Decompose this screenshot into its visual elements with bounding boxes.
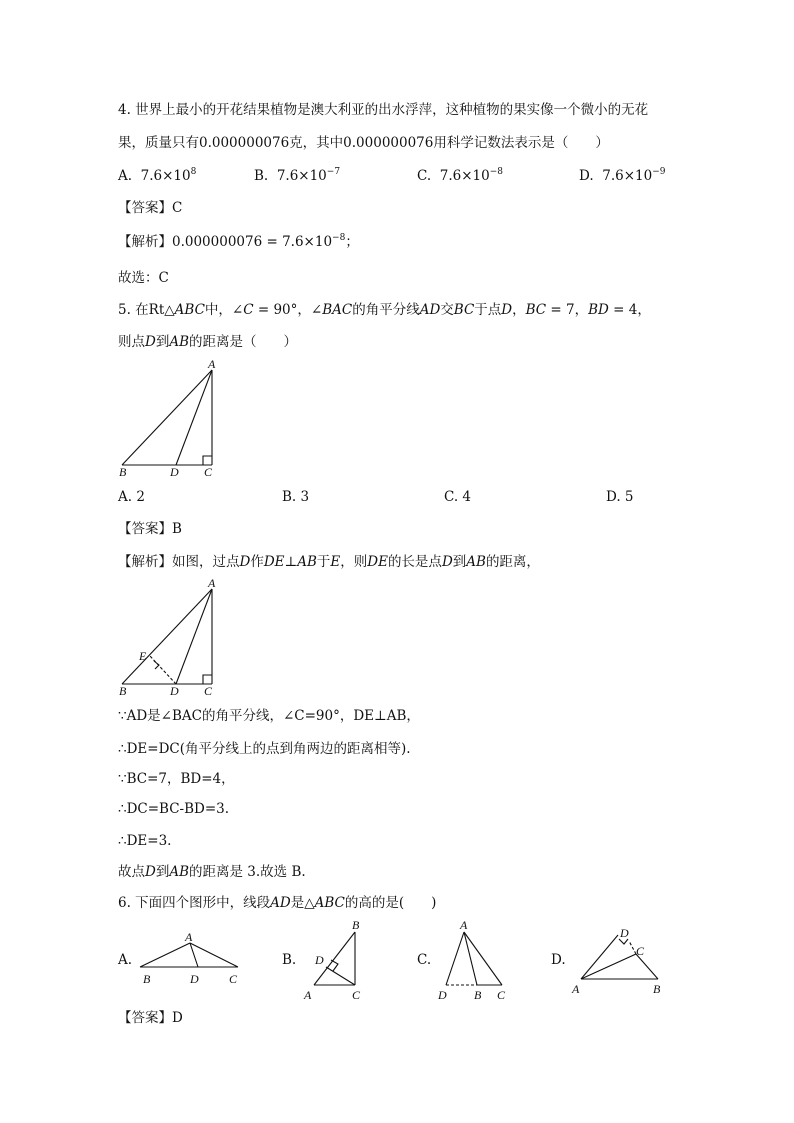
- q5-stem-line2: 则点D到AB的距离是（ ）: [118, 334, 297, 350]
- q4-stem-line2: 果，质量只有0.000000076克，其中0.000000076用科学记数法表示是（ ）: [118, 135, 609, 151]
- q4-option-c: C. $7.6\times 10^{-8}$: [417, 167, 503, 184]
- q6-fig-d-label-a: A: [572, 982, 580, 996]
- q6-figure-c: [446, 932, 502, 985]
- q4-analysis: 【解析】$0.000000076 = 7.6\times 10^{-8}$；: [118, 233, 359, 250]
- q5-fig2-label-a: A: [208, 576, 216, 590]
- q5-answer: 【答案】B: [118, 521, 182, 537]
- q5-step-5: ∴DE=3.: [118, 833, 172, 849]
- q6-answer: 【答案】D: [118, 1010, 183, 1026]
- q6-option-b-letter: B.: [282, 952, 297, 968]
- q5-conclusion: 故点D到AB的距离是 3.故选 B.: [118, 864, 306, 880]
- q6-option-a-letter: A.: [118, 952, 133, 968]
- q5-fig1-label-a: A: [208, 357, 216, 371]
- q6-figure-a: [140, 943, 238, 967]
- q5-step-3: ∵BC=7，BD=4，: [118, 771, 235, 787]
- q4-option-d: D. $7.6\times 10^{-9}$: [579, 167, 666, 184]
- q5-step-1: ∵AD是∠BAC的角平分线，∠C=90°，DE⊥AB，: [118, 708, 420, 724]
- q6-fig-c-label-b: B: [474, 988, 482, 1002]
- q6-fig-a-label-c: C: [229, 972, 238, 986]
- q5-fig2-label-b: B: [119, 684, 127, 698]
- q6-fig-a-label-a: A: [185, 930, 193, 944]
- q5-option-b: B. 3: [282, 489, 310, 505]
- q6-fig-b-label-d: D: [315, 953, 324, 967]
- q4-stem-line1: 4. 世界上最小的开花结果植物是澳大利亚的出水浮萍，这种植物的果实像一个微小的无花: [118, 102, 649, 118]
- q6-option-c-letter: C.: [417, 952, 432, 968]
- q4-option-a: A. $7.6\times 10^8$: [118, 167, 197, 184]
- q6-fig-c-label-d: D: [438, 988, 447, 1002]
- q6-stem: 6. 下面四个图形中，线段AD是△ABC的高的是( ): [118, 895, 437, 911]
- q5-fig2-label-d: D: [170, 684, 179, 698]
- q5-fig1-label-d: D: [170, 465, 179, 479]
- q6-fig-c-label-c: C: [497, 988, 506, 1002]
- q4-option-b: B. $7.6\times 10^{-7}$: [254, 167, 341, 184]
- q5-option-d: D. 5: [606, 489, 634, 505]
- q5-stem-line1: 5. 在Rt△ABC中，∠C = 90°，∠BAC的角平分线AD交BC于点D，BC = 7，BD = 4，: [118, 302, 651, 318]
- q6-fig-a-label-b: B: [143, 972, 151, 986]
- q5-option-c: C. 4: [444, 489, 472, 505]
- q5-analysis: 【解析】如图，过点D作DE⊥AB于E，则DE的长是点D到AB的距离，: [118, 554, 540, 570]
- q5-fig1-label-c: C: [204, 465, 213, 479]
- q6-figure-d: [581, 935, 658, 979]
- q6-fig-a-label-d: D: [190, 972, 199, 986]
- q5-fig1-label-b: B: [119, 465, 127, 479]
- q5-fig2-label-c: C: [204, 684, 213, 698]
- q5-step-2: ∴DE=DC(角平分线上的点到角两边的距离相等).: [118, 741, 411, 757]
- q6-fig-b-label-b: B: [352, 918, 360, 932]
- q5-step-4: ∴DC=BC-BD=3.: [118, 801, 230, 817]
- q6-fig-c-label-a: A: [460, 918, 468, 932]
- q6-option-d-letter: D.: [551, 952, 566, 968]
- q6-fig-d-label-b: B: [653, 982, 661, 996]
- q6-fig-b-label-a: A: [304, 988, 312, 1002]
- q6-fig-d-label-c: C: [636, 944, 645, 958]
- q4-conclusion: 故选：C: [118, 270, 169, 286]
- q6-fig-d-label-d: D: [620, 926, 629, 940]
- q5-option-a: A. 2: [118, 489, 145, 505]
- q6-fig-b-label-c: C: [352, 988, 361, 1002]
- q5-fig2-label-e: E: [139, 649, 147, 663]
- q4-answer: 【答案】C: [118, 200, 183, 216]
